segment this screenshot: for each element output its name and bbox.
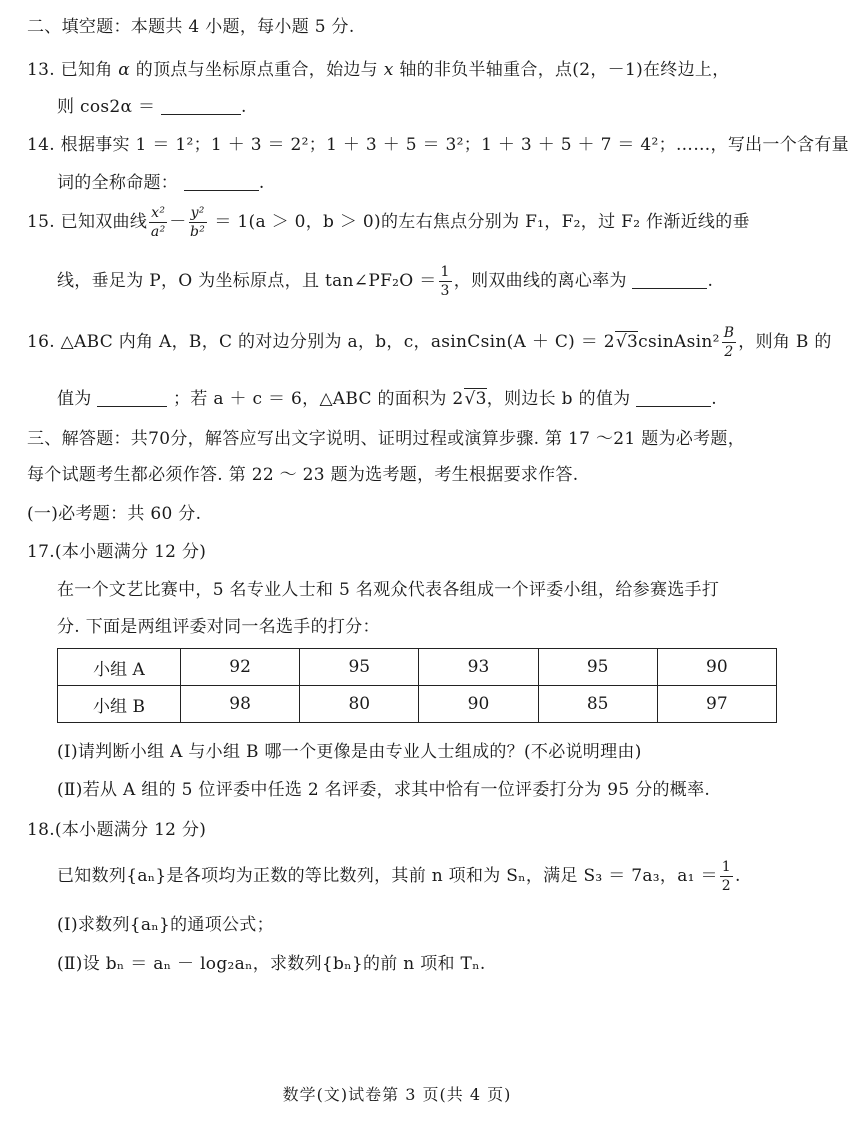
question-16-line-2 xyxy=(57,384,717,409)
question-17-line-2: 分. 下面是两组评委对同一名选手的打分： xyxy=(57,617,380,637)
table-cell: 95 xyxy=(538,649,657,686)
required-questions-header: (一)必考题：共 60 分. xyxy=(27,504,202,524)
question-15-equation-text: ＝ 1(a ＞ 0，b ＞ 0)的左右焦点分别为 F₁，F₂，过 F₂ 作渐近线的垂 xyxy=(214,212,750,232)
question-13-alpha: α xyxy=(118,60,131,80)
question-14-blank xyxy=(184,176,259,191)
row-label: 小组 B xyxy=(58,686,181,723)
question-18-header: 18.(本小题满分 12 分) xyxy=(27,820,207,840)
question-15-number: 15. xyxy=(27,212,55,232)
question-17-header: 17.(本小题满分 12 分) xyxy=(27,542,207,562)
question-13-line-1 xyxy=(27,55,730,80)
question-13-text-a: 已知角 xyxy=(60,60,113,80)
question-15-line-1 xyxy=(27,206,750,239)
question-18-line-1: 已知数列{aₙ}是各项均为正数的等比数列，其前 n 项和为 Sₙ，满足 S₃ ＝ 7a₃，a₁ ＝ $\frac{1}{2}$ . xyxy=(57,859,741,894)
table-cell: 97 xyxy=(657,686,776,723)
question-13-number: 13. xyxy=(27,60,55,80)
score-table xyxy=(57,648,777,723)
table-cell: 80 xyxy=(300,686,419,723)
table-cell: 92 xyxy=(181,649,300,686)
row-label: 小组 A xyxy=(58,649,181,686)
question-16-blank-1 xyxy=(97,392,167,407)
question-16-line-1 xyxy=(27,326,832,359)
table-cell: 85 xyxy=(538,686,657,723)
question-14-number: 14. xyxy=(27,135,55,155)
question-15-prefix: 已知双曲线 xyxy=(60,212,148,232)
table-cell: 93 xyxy=(419,649,538,686)
question-14-text-2: 词的全称命题： xyxy=(57,173,179,193)
question-13-text-b: 的顶点与坐标原点重合，始边与 xyxy=(135,60,378,80)
period: . xyxy=(711,389,717,409)
minus-sign: － xyxy=(169,212,187,232)
question-13-x: x xyxy=(383,60,394,80)
question-16-text-2a: 值为 xyxy=(57,389,92,409)
question-13-blank xyxy=(161,100,241,115)
question-18-part-2: (Ⅱ)设 bₙ ＝ aₙ － log₂aₙ，求数列{bₙ}的前 n 项和 Tₙ. xyxy=(57,954,486,974)
question-13-answer-prompt: 则 cos2α ＝ xyxy=(57,97,156,117)
question-16-number: 16. xyxy=(27,332,55,352)
fraction-one-half: $\frac{1}{2}$ xyxy=(721,859,731,894)
sqrt-3: √3 xyxy=(615,332,639,352)
table-cell: 98 xyxy=(181,686,300,723)
question-16-text-1a: △ABC 内角 A，B，C 的对边分别为 a，b，c，asinCsin(A ＋ C) ＝ 2 xyxy=(60,332,615,352)
question-15-blank xyxy=(632,274,707,289)
question-14-line-1 xyxy=(27,130,849,155)
question-13-text-c: 轴的非负半轴重合，点(2，－1)在终边上， xyxy=(399,60,730,80)
question-15-line-2: 线，垂足为 P，O 为坐标原点，且 tan∠PF₂O ＝ $\frac{1}{3}$ ，则双曲线的离心率为 . xyxy=(57,264,714,299)
question-17-part-1: (Ⅰ)请判断小组 A 与小组 B 哪一个更像是由专业人士组成的？(不必说明理由) xyxy=(57,742,642,762)
question-16-text-1c: ，则角 B 的 xyxy=(738,332,832,352)
fraction-one-third: $\frac{1}{3}$ xyxy=(440,264,450,299)
section-2-header: 二、填空题：本题共 4 小题，每小题 5 分. xyxy=(27,17,355,37)
question-16-text-2b: ；若 a ＋ c ＝ 6，△ABC 的面积为 2 xyxy=(173,389,464,409)
question-17-part-2: (Ⅱ)若从 A 组的 5 位评委中任选 2 名评委，求其中恰有一位评委打分为 95 分的概率. xyxy=(57,780,711,800)
section-3-line-2: 每个试题考生都必须作答. 第 22 ～ 23 题为选考题，考生根据要求作答. xyxy=(27,465,579,485)
question-13-line-2: 则 cos2α ＝ . xyxy=(57,97,247,117)
question-14-text-1: 根据事实 1 ＝ 1²；1 ＋ 3 ＝ 2²；1 ＋ 3 ＋ 5 ＝ 3²；1 ＋ 3 ＋ 5 ＋ 7 ＝ 4²；……，写出一个含有量 xyxy=(60,135,849,155)
question-17-line-1: 在一个文艺比赛中，5 名专业人士和 5 名观众代表各组成一个评委小组，给参赛选手打 xyxy=(57,580,720,600)
table-cell: 95 xyxy=(300,649,419,686)
table-row xyxy=(58,686,777,723)
question-15-text-2a: 线，垂足为 P，O 为坐标原点，且 tan∠PF₂O ＝ xyxy=(57,271,437,291)
section-3-line-1: 三、解答题：共70分，解答应写出文字说明、证明过程或演算步骤. 第 17 ～21 题为必考题， xyxy=(27,429,746,449)
fraction-y2-b2: $\frac{\text{y²}}{\text{b²}}$ xyxy=(190,205,206,240)
fraction-x2-a2: $\frac{\text{x²}}{\text{a²}}$ xyxy=(150,205,166,240)
question-15-text-2b: ，则双曲线的离心率为 xyxy=(453,271,627,291)
question-16-blank-2 xyxy=(636,392,711,407)
question-14-line-2: 词的全称命题： . xyxy=(57,173,265,193)
question-18-text-1a: 已知数列{aₙ}是各项均为正数的等比数列，其前 n 项和为 Sₙ，满足 S₃ ＝ 7a₃，a₁ ＝ xyxy=(57,866,718,886)
table-row xyxy=(58,649,777,686)
table-cell: 90 xyxy=(419,686,538,723)
page-footer: 数学(文)试卷第 3 页(共 4 页) xyxy=(282,1085,512,1104)
table-cell: 90 xyxy=(657,649,776,686)
fraction-b-over-2: $\frac{B}{2}$ xyxy=(723,325,735,360)
sqrt-3-area: √3 xyxy=(464,389,487,409)
question-16-text-2c: ，则边长 b 的值为 xyxy=(486,389,631,409)
question-16-text-1b: csinAsin² xyxy=(638,332,720,352)
question-18-part-1: (Ⅰ)求数列{aₙ}的通项公式； xyxy=(57,915,274,935)
